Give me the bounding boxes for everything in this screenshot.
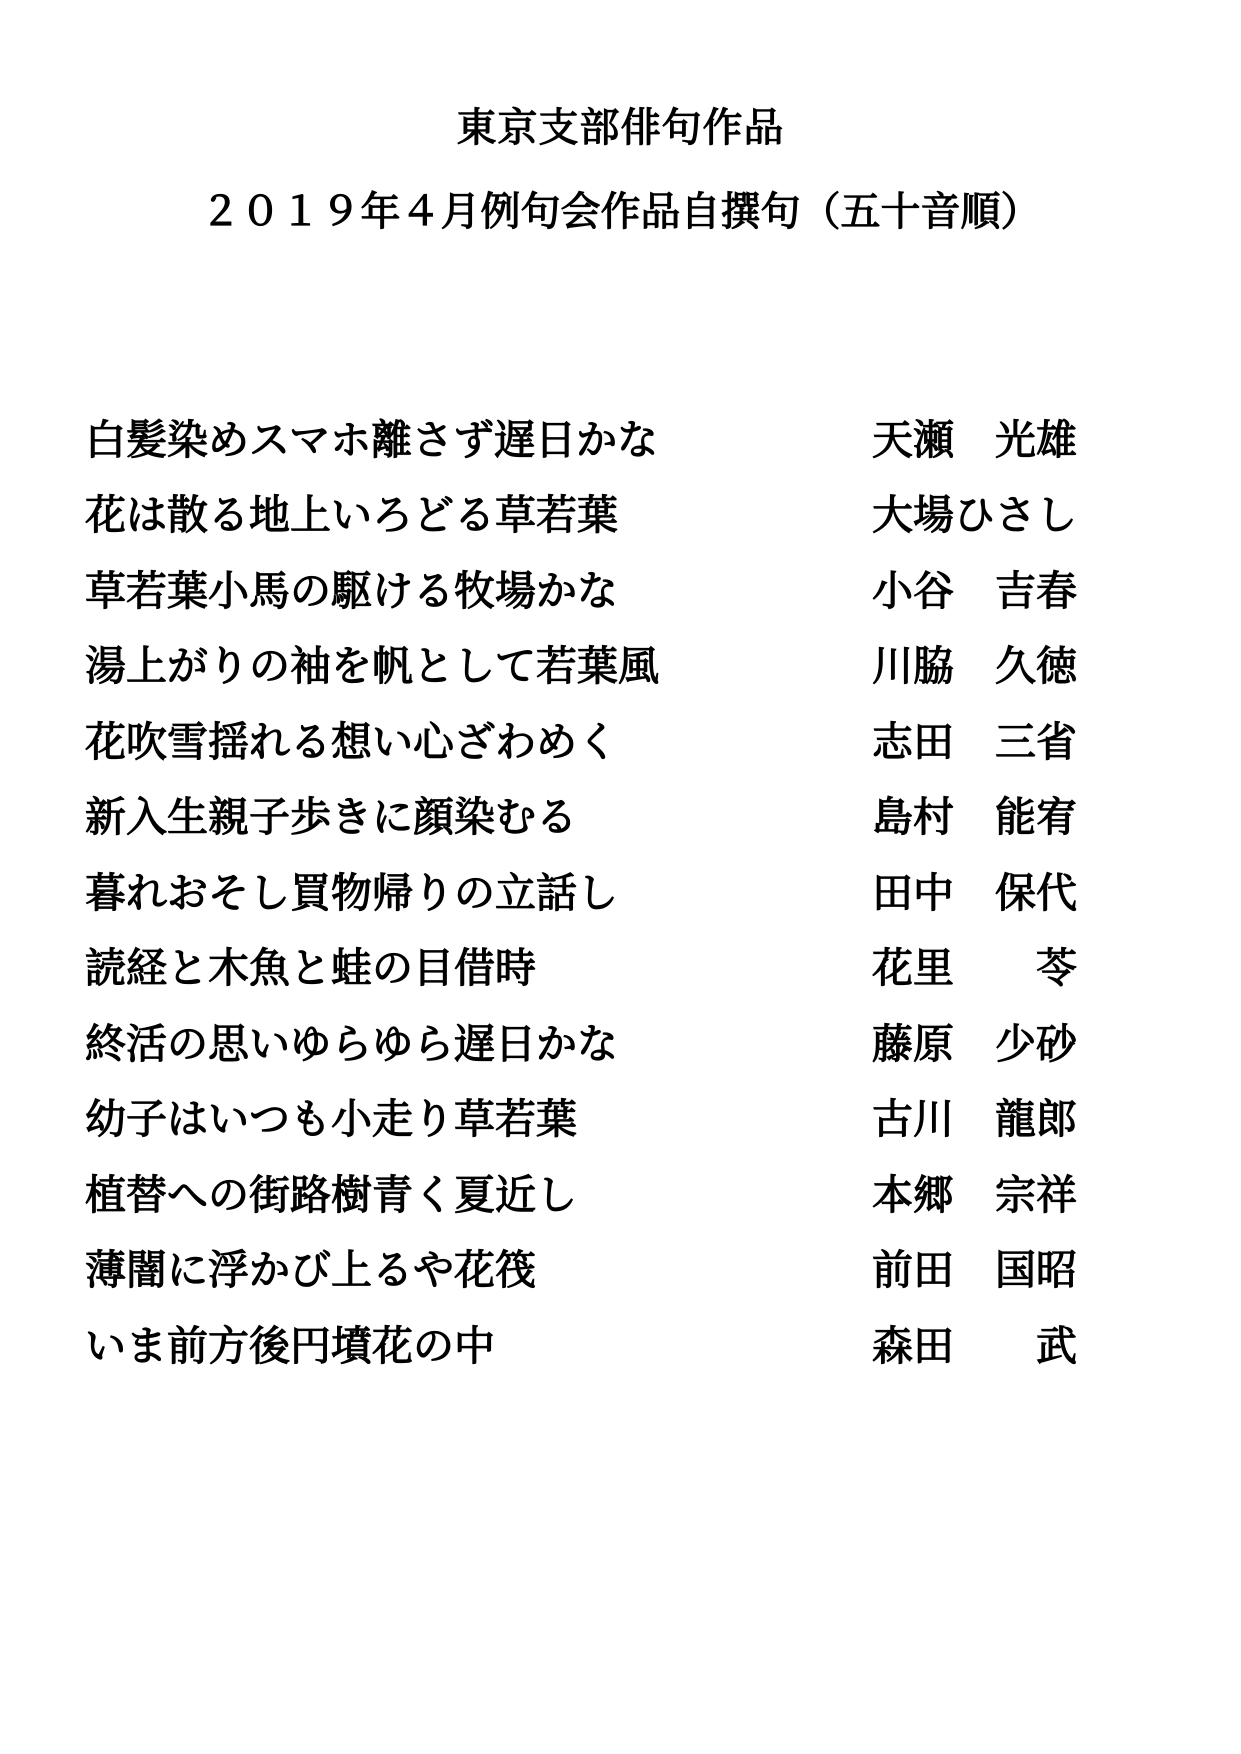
haiku-row: [85, 931, 1125, 1007]
haiku-author: 島村 能宥: [872, 793, 1077, 842]
haiku-author: 大場ひさし: [872, 491, 1077, 540]
haiku-row: [85, 553, 1125, 629]
haiku-poem: 幼子はいつも小走り草若葉: [85, 1095, 577, 1144]
haiku-author: 志田 三省: [872, 717, 1077, 766]
haiku-row: [85, 402, 1125, 478]
haiku-row: [85, 855, 1125, 931]
haiku-poem: 薄闇に浮かび上るや花筏: [85, 1246, 536, 1295]
haiku-list: [85, 402, 1125, 1384]
haiku-poem: 花は散る地上いろどる草若葉: [85, 491, 618, 540]
haiku-author: 前田 国昭: [872, 1246, 1077, 1295]
haiku-row: [85, 704, 1125, 780]
haiku-row: [85, 1006, 1125, 1082]
haiku-row: [85, 1233, 1125, 1309]
haiku-author: 田中 保代: [872, 868, 1077, 917]
haiku-author: 森田 武: [872, 1321, 1077, 1370]
haiku-poem: 暮れおそし買物帰りの立話し: [85, 868, 618, 917]
haiku-author: 花里 苓: [872, 944, 1077, 993]
haiku-poem: 終活の思いゆらゆら遅日かな: [85, 1019, 618, 1068]
haiku-poem: 読経と木魚と蛙の目借時: [85, 944, 536, 993]
page-title: 東京支部俳句作品: [456, 105, 785, 151]
haiku-poem: 湯上がりの袖を帆として若葉風: [85, 642, 659, 691]
page-subtitle: ２０１９年４月例句会作品自撰句（五十音順）: [200, 189, 1041, 235]
haiku-poem: 花吹雪揺れる想い心ざわめく: [85, 717, 618, 766]
haiku-author: 天瀬 光雄: [872, 415, 1077, 464]
haiku-row: [85, 1308, 1125, 1384]
haiku-row: [85, 1157, 1125, 1233]
haiku-poem: いま前方後円墳花の中: [85, 1321, 495, 1370]
haiku-author: 藤原 少砂: [872, 1019, 1077, 1068]
haiku-poem: 植替への街路樹青く夏近し: [85, 1170, 577, 1219]
haiku-poem: 草若葉小馬の駆ける牧場かな: [85, 566, 618, 615]
haiku-author: 小谷 吉春: [872, 566, 1077, 615]
haiku-row: [85, 780, 1125, 856]
haiku-author: 古川 龍郎: [872, 1095, 1077, 1144]
haiku-row: [85, 1082, 1125, 1158]
haiku-author: 川脇 久徳: [872, 642, 1077, 691]
haiku-poem: 白髪染めスマホ離さず遅日かな: [85, 415, 659, 464]
haiku-row: [85, 478, 1125, 554]
haiku-poem: 新入生親子歩きに顔染むる: [85, 793, 577, 842]
haiku-author: 本郷 宗祥: [872, 1170, 1077, 1219]
haiku-row: [85, 629, 1125, 705]
document-header: [0, 98, 1241, 242]
